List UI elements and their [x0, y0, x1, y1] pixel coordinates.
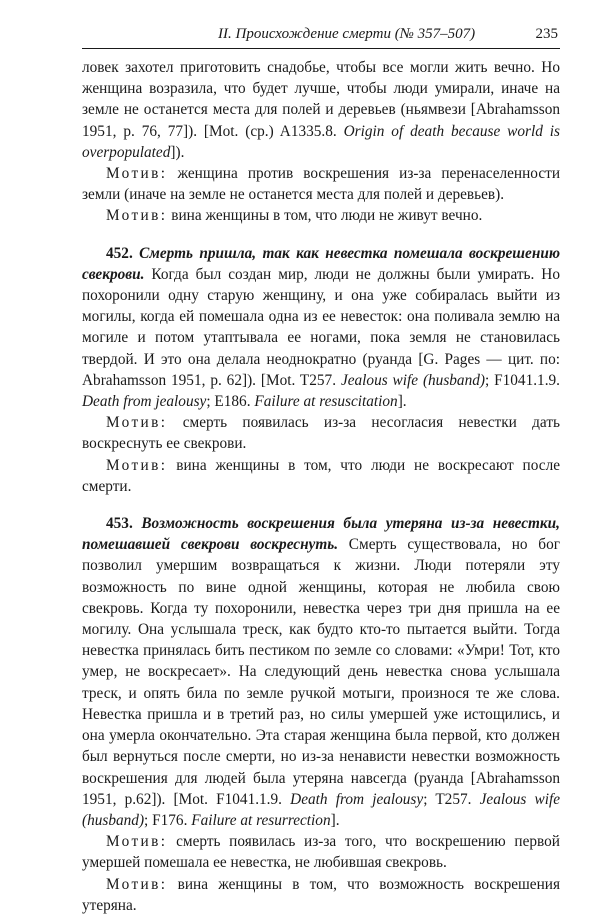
entry-number: 452. — [106, 244, 133, 262]
intro-motif-1: Мотив: женщина против воскрешения из-за перенаселенности земли (иначе на земле не останется места для полей и деревьев). — [82, 165, 560, 204]
entry-title: Возможность воскрешения была утеряна из-за невестки, помешавшей свекрови воскреснуть. — [82, 515, 560, 554]
header-title: II. Происхождение смерти (№ 357–507) — [218, 26, 476, 42]
book-page — [82, 24, 560, 916]
entry-452 — [82, 243, 560, 497]
entry-motif-1: Мотив: смерть появилась из-за того, что воскрешению первой умершей помешала ее невестка, не любившая свекровь. — [82, 833, 560, 872]
entry-motif-1: Мотив: смерть появилась из-за несогласия невестки дать воскреснуть ее свекрови. — [82, 414, 560, 453]
entry-453 — [82, 513, 560, 916]
entry-number: 453. — [106, 515, 133, 533]
page-number: 235 — [535, 26, 558, 42]
entry-motif-2: Мотив: вина женщины в том, что возможность воскрешения утеряна. — [82, 875, 560, 914]
intro-paragraph: ловек захотел приготовить снадобье, чтобы все могли жить вечно. Но женщина возразила, что будет лучше, чтобы люди умирали, иначе на земле не останется места для полей и деревьев (ньямвези [Abrahamsson 1951, p. 76, 77]). [Mot. (cp.) A1335.8. Origin of death because world is overpopulated]). — [82, 59, 560, 161]
entry-text: 452. Смерть пришла, так как невестка помешала воскрешению свекрови. Когда был создан мир, люди не должны были умирать. Но похоронили одну старую женщину, и она уже собиралась выйти из могилы, когда ей помешала одна из ее невесток: она поливала землю на могиле и потом утаптывала ее ногами, пока земля не становилась твердой. И это она делала неоднократно (руанда [G. Pages — цит. по: Abrahamsson 1951, p. 62]). [Mot. T257. Jealous wife (husband); F1041.1.9. Death from jealousy; E186. Failure at resuscitation]. — [82, 244, 560, 411]
entry-text: 453. Возможность воскрешения была утеряна из-за невестки, помешавшей свекрови воскреснуть. Смерть существовала, но бог позволил умершим возвращаться к жизни. Люди потеряли эту возможность по вине одной женщины, которая не любила свою свекровь. Когда ту похоронили, невестка через три дня пришла на ее могилу. Она услышала треск, как будто кто-то пытается выйти. Тогда невестка принялась бить пестиком по земле со словами: «Умри! Тот, кто умер, не воскресает». На следующий день невестка снова услышала треск, и опять била по земле ручкой мотыги, произнося те же слова. Невестка пришла и в третий раз, но силы умершей уже истощились, и она умерла окончательно. Эта старая женщина была первой, кто должен был вернуться после смерти, но из-за ненависти невестки возможность воскрешения для людей была утеряна навсегда (руанда [Abrahamsson 1951, p.62]). [Mot. F1041.1.9. Death from jealousy; T257. Jealous wife (husband); F176. Failure at resurrection]. — [82, 515, 560, 829]
entry-motif-2: Мотив: вина женщины в том, что люди не воскресают после смерти. — [82, 456, 560, 495]
entry-title: Смерть пришла, так как невестка помешала воскрешению свекрови. — [82, 244, 560, 283]
intro-motif-2: Мотив: вина женщины в том, что люди не живут вечно. — [106, 207, 483, 225]
running-header — [82, 24, 560, 49]
